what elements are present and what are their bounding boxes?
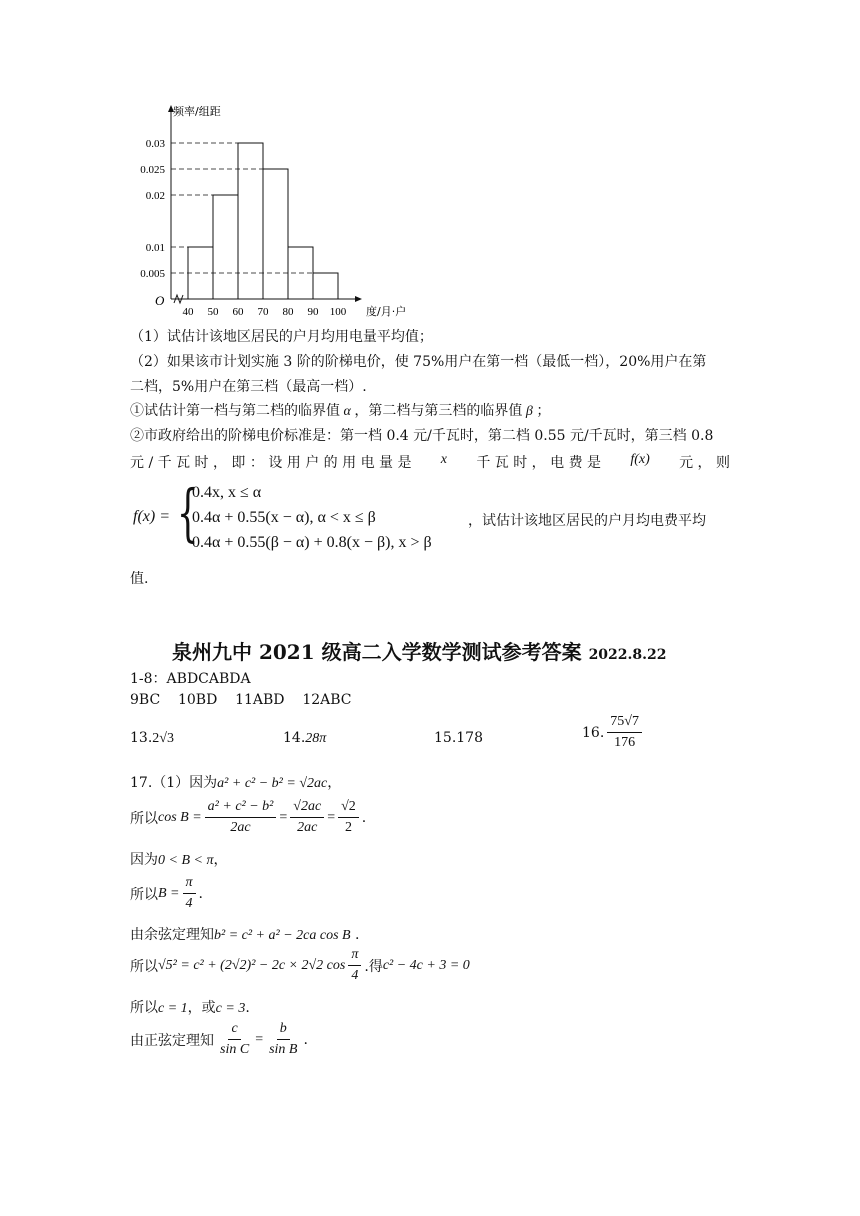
b-over-sin-b <box>266 1020 300 1059</box>
answer-14 <box>283 730 326 747</box>
answer-14-value: 28π <box>305 731 327 746</box>
y-tick-label: 0.03 <box>145 138 165 150</box>
period: . <box>361 809 367 826</box>
origin-label: O <box>155 293 165 308</box>
x-tick-label: 40 <box>182 306 194 318</box>
answer-key-title <box>172 636 667 665</box>
cos-b-fraction-3-den: 2 <box>344 820 352 835</box>
solution-17-line8-pre: 由正弦定理知 <box>130 1032 214 1049</box>
x-tick-label: 50 <box>207 306 219 318</box>
pi-over-4-num: π <box>183 874 196 894</box>
question-2-line2: 二档，5%用户在第三档（最高一档）. <box>130 379 367 395</box>
y-tick-label: 0.025 <box>140 164 165 176</box>
y-tick-label: 0.01 <box>145 242 165 254</box>
x-tick-label: 70 <box>257 306 269 318</box>
solution-17-line6-end: c² − 4c + 3 = 0 <box>382 957 470 973</box>
solution-17-line2-pre: 所以 <box>130 810 158 827</box>
cos-b-fraction-2-den: 2ac <box>297 820 318 835</box>
piecewise-case-2: 0.4α + 0.55(x − α), α < x ≤ β <box>192 509 376 526</box>
x-tick-label: 90 <box>307 306 319 318</box>
pi-over-4-den: 4 <box>185 896 193 911</box>
period-4: . <box>245 1000 250 1016</box>
question-2-line1: （2）如果该市计划实施 3 阶的阶梯电价，使 75%用户在第一档（最低一档），20%用户在第 <box>130 354 707 370</box>
question-2b-line2-b: 千 瓦 时 ， 电 费 是 <box>476 455 602 471</box>
solution-17-line7-a: c = 1 <box>158 1001 188 1016</box>
answer-16-fraction <box>607 713 642 752</box>
b-over-sin-b-den: sin B <box>269 1042 298 1057</box>
question-2b-tail2: 值. <box>130 571 149 587</box>
period-2: . <box>198 885 203 902</box>
alpha-symbol: α <box>340 404 355 419</box>
b-over-sin-b-num: b <box>277 1020 290 1040</box>
question-2a <box>130 400 550 420</box>
answer-15: 15.178 <box>434 730 483 746</box>
solution-17-line1-pre: 17.（1）因为 <box>130 775 218 791</box>
c-over-sin-c-num: c <box>228 1020 240 1040</box>
period-3: . <box>350 927 360 943</box>
answer-16-label: 16. <box>582 724 605 741</box>
answer-14-label: 14. <box>283 730 306 746</box>
solution-17-line3-post: ， <box>213 852 228 868</box>
solution-17-line8 <box>130 1020 308 1059</box>
answer-13 <box>130 730 174 747</box>
fx-symbol: f(x) <box>630 452 650 467</box>
question-2b-line2 <box>130 452 730 472</box>
answer-key-title-text: 泉州九中 2021 级高二入学数学测试参考答案 <box>172 640 582 664</box>
question-2b-tail: ，试估计该地区居民的户月均电费平均 <box>468 513 706 529</box>
c-over-sin-c <box>217 1020 252 1059</box>
solution-17-line6-pre: 所以 <box>130 958 158 975</box>
solution-17-line6-expr: √5² = c² + (2√2)² − 2c × 2√2 cos <box>158 957 346 973</box>
period-5: . <box>303 1031 308 1048</box>
question-2b-line1: ②市政府给出的阶梯电价标准是：第一档 0.4 元/千瓦时，第二档 0.55 元/千瓦时，第三档 0.8 <box>130 428 714 444</box>
x-tick-label: 60 <box>232 306 244 318</box>
x-tick-label: 100 <box>329 306 347 318</box>
question-1: （1）试估计该地区居民的户月均用电量平均值； <box>130 329 433 345</box>
equals-sign-3: = <box>255 1031 264 1047</box>
cos-b-fraction-1-den: 2ac <box>230 820 251 835</box>
y-tick-label: 0.02 <box>145 190 165 202</box>
cos-b-symbol: cos B = <box>158 809 202 825</box>
answer-key-date: 2022.8.22 <box>588 647 667 663</box>
x-tick-label: 80 <box>282 306 294 318</box>
equals-sign-2: = <box>327 809 336 825</box>
solution-17-line6-mid: .得 <box>364 958 383 975</box>
answer-13-label: 13. <box>130 730 153 746</box>
solution-17-line3-math: 0 < B < π <box>158 853 214 868</box>
b-equals: B = <box>158 885 180 901</box>
solution-17-line5-math: b² = c² + a² − 2ca cos B <box>214 928 351 943</box>
piecewise-case-3: 0.4α + 0.55(β − α) + 0.8(x − β), x > β <box>192 534 432 551</box>
answer-16-numerator: 75√7 <box>607 713 642 733</box>
answers-multiple-choice: 1-8：ABDCABDA <box>130 671 251 687</box>
equals-sign: = <box>279 809 288 825</box>
cos-b-fraction-3-num: √2 <box>338 798 359 818</box>
cos-b-fraction-1 <box>205 798 277 837</box>
cos-b-fraction-1-num: a² + c² − b² <box>205 798 277 818</box>
y-tick-label: 0.005 <box>140 268 165 280</box>
piecewise-lhs: f(x) = <box>133 508 170 525</box>
histogram-bar <box>213 195 238 299</box>
solution-17-line7 <box>130 997 250 1017</box>
solution-17-line7-b: c = 3 <box>215 1001 246 1016</box>
question-2a-pre: ①试估计第一档与第二档的临界值 <box>130 403 340 419</box>
question-2b-line2-c: 元 ， 则 <box>679 455 730 471</box>
beta-symbol: β <box>522 404 537 419</box>
solution-17-line7-pre: 所以 <box>130 1000 158 1016</box>
cos-b-fraction-2 <box>290 798 324 837</box>
cos-b-fraction-2-num: √2ac <box>290 798 324 818</box>
answer-13-value: 2√3 <box>152 731 174 746</box>
pi-over-4-b-den: 4 <box>351 968 359 983</box>
answers-multi-select: 9BC 10BD 11ABD 12ABC <box>130 692 352 708</box>
piecewise-brace: { <box>176 476 199 549</box>
solution-17-line3-pre: 因为 <box>130 852 158 868</box>
solution-17-line1-math: a² + c² − b² = √2ac <box>217 776 328 791</box>
solution-17-line5 <box>130 924 359 944</box>
solution-17-line5-pre: 由余弦定理知 <box>130 927 214 943</box>
cos-b-fraction-3 <box>338 798 359 837</box>
solution-17-line1 <box>130 772 341 792</box>
solution-17-line7-mid: ，或 <box>187 1000 216 1016</box>
question-2b-line2-a: 元 / 千 瓦 时 ， 即 ： 设 用 户 的 用 电 量 是 <box>130 455 412 471</box>
pi-over-4 <box>183 874 196 913</box>
solution-17-line3 <box>130 849 227 869</box>
histogram-bar <box>238 143 263 299</box>
solution-17-line6 <box>130 946 470 985</box>
answer-16 <box>582 713 645 752</box>
solution-17-line2 <box>130 798 366 837</box>
pi-over-4-b-num: π <box>348 946 361 966</box>
histogram-bar <box>313 273 338 299</box>
pi-over-4-b <box>348 946 361 985</box>
histogram-bar <box>263 169 288 299</box>
y-axis-label: 频率/组距 <box>173 105 221 118</box>
solution-17-line4-pre: 所以 <box>130 886 158 903</box>
solution-17-line1-post: ， <box>327 775 342 791</box>
question-2a-mid: ，第二档与第三档的临界值 <box>354 403 523 419</box>
answer-16-denominator: 176 <box>614 735 636 750</box>
question-2a-end: ； <box>536 403 551 419</box>
x-axis-arrow <box>355 296 362 302</box>
axis-break <box>174 295 183 303</box>
histogram-chart <box>130 100 430 320</box>
piecewise-case-1: 0.4x, x ≤ α <box>192 484 262 501</box>
x-symbol: x <box>440 452 448 467</box>
x-axis-label: 度/月·户 <box>366 305 407 318</box>
solution-17-line4 <box>130 874 203 913</box>
c-over-sin-c-den: sin C <box>220 1042 250 1057</box>
